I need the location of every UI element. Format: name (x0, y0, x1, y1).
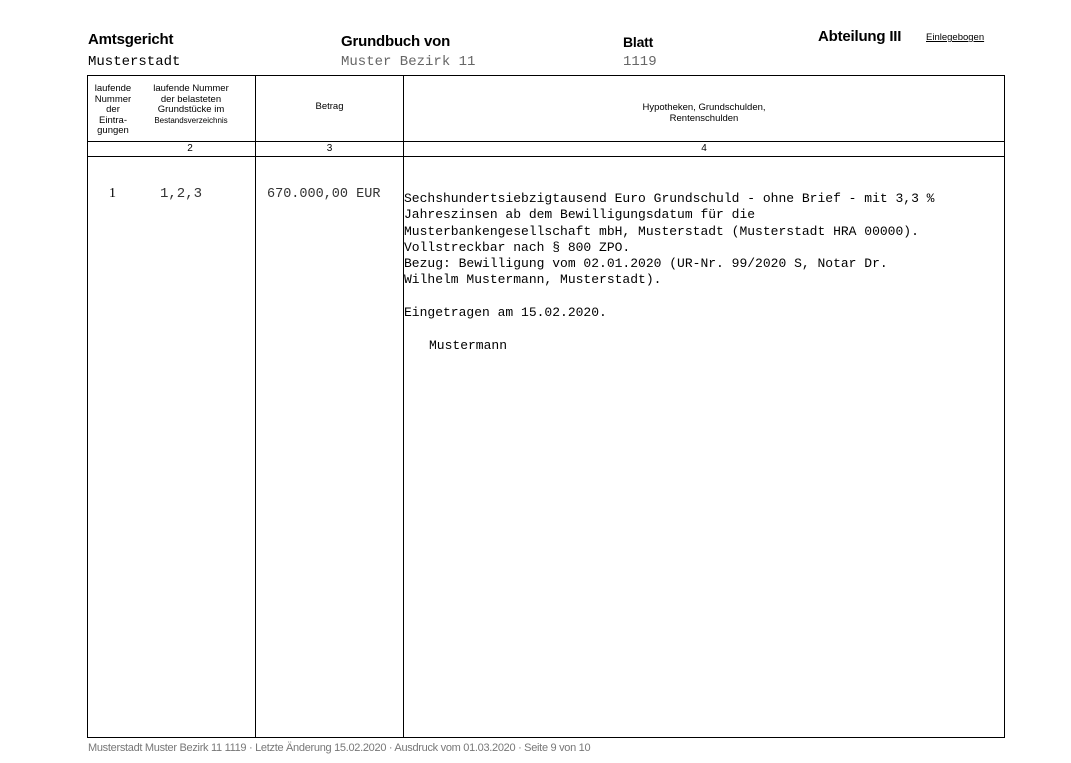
entry-text-line: Musterbankengesellschaft mbH, Musterstadt (Musterstadt HRA 00000). (404, 223, 919, 239)
entry-text-line: Wilhelm Mustermann, Musterstadt). (404, 272, 662, 288)
abteilung-label: Abteilung III (818, 28, 902, 45)
col1-header: laufende Nummer der Eintra- gungen (94, 83, 132, 136)
entry-text-line: Vollstreckbar nach § 800 ZPO. (404, 239, 631, 255)
entry-betrag: 670.000,00 EUR (267, 187, 381, 202)
blatt-label: Blatt (623, 34, 654, 50)
blatt-value: 1119 (623, 54, 657, 70)
entry-grundstuecke: 1,2,3 (160, 186, 203, 202)
amtsgericht-label: Amtsgericht (88, 31, 174, 48)
col2-number: 2 (187, 143, 193, 154)
entry-signature: Mustermann (429, 338, 508, 353)
col3-header: Betrag (315, 101, 344, 112)
entry-eingetragen: Eingetragen am 15.02.2020. (404, 305, 607, 320)
einlegebogen-link[interactable]: Einlegebogen (926, 32, 985, 43)
entry-text-line: Sechshundertsiebzigtausend Euro Grundschuld - ohne Brief - mit 3,3 % (404, 191, 935, 206)
entry-text (404, 191, 935, 289)
page-footer: Musterstadt Muster Bezirk 11 1119 · Letzte Änderung 15.02.2020 · Ausdruck vom 01.03.2020 · Seite 9 von 10 (88, 742, 591, 754)
amtsgericht-value: Musterstadt (88, 54, 181, 70)
entry-text-line: Jahreszinsen ab dem Bewilligungsdatum für die (404, 207, 756, 223)
col2-header: laufende Nummer der belasteten Grundstücke im Bestandsverzeichnis (153, 83, 229, 125)
col4-number: 4 (701, 143, 707, 154)
col3-number: 3 (326, 143, 333, 154)
entry-lfd-nr: 1 (109, 186, 116, 201)
entry-text-line: Bezug: Bewilligung vom 02.01.2020 (UR-Nr. 99/2020 S, Notar Dr. (404, 256, 888, 272)
grundbuch-label: Grundbuch von (341, 33, 451, 50)
grundbuch-value: Muster Bezirk 11 (341, 54, 476, 70)
col4-header: Hypotheken, Grundschulden, Rentenschulden (642, 102, 766, 124)
